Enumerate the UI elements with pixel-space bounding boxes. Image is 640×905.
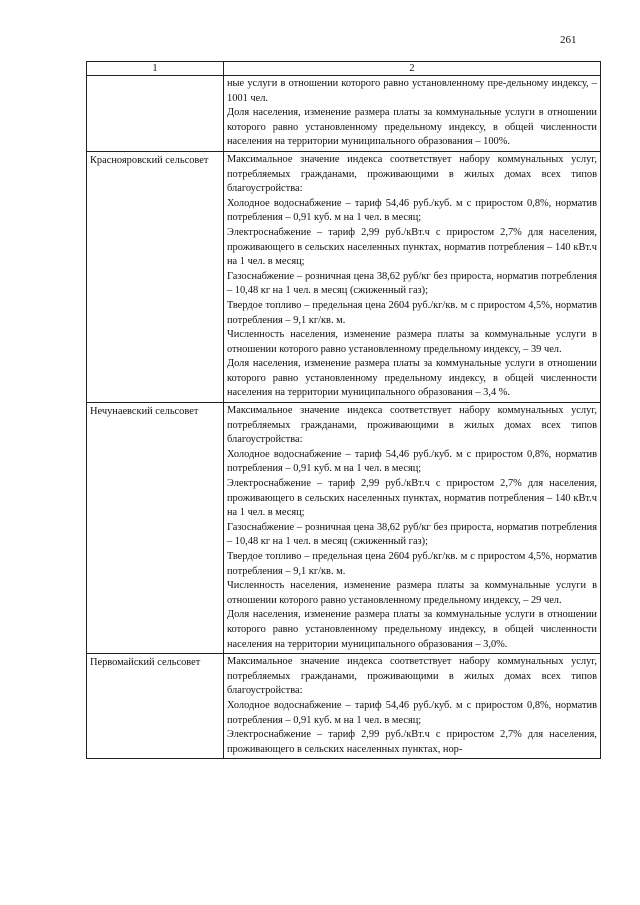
municipality-description (224, 76, 601, 152)
paragraph: Максимальное значение индекса соответствует набору коммунальных услуг, потребляемых гражданами, проживающими в жилых домах всех типов благоустройства: (227, 153, 597, 195)
paragraph: Электроснабжение – тариф 2,99 руб./кВт.ч с приростом 2,7% для населения, проживающего в сельских населенных пунктах, норматив потребления – 140 кВт.ч на 1 чел. в месяц; (227, 478, 597, 519)
paragraph: Максимальное значение индекса соответствует набору коммунальных услуг, потребляемых гражданами, проживающими в жилых домах всех типов благоустройства: (227, 656, 597, 697)
municipality-description (224, 654, 601, 759)
municipality-name: Нечунаевский сельсовет (87, 403, 224, 654)
paragraph: Численность населения, изменение размера платы за коммунальные услуги в отношении которого равно установленному предельному индексу, – 29 чел. (227, 580, 597, 606)
paragraph: Электроснабжение – тариф 2,99 руб./кВт.ч с приростом 2,7% для населения, проживающего в сельских населенных пунктах, норматив потребления – 140 кВт.ч на 1 чел. в месяц; (227, 226, 597, 268)
table-row (87, 151, 601, 402)
table-row (87, 403, 601, 654)
paragraph: Максимальное значение индекса соответствует набору коммунальных услуг, потребляемых гражданами, проживающими в жилых домах всех типов благоустройства: (227, 405, 597, 446)
paragraph: Твердое топливо – предельная цена 2604 руб./кг/кв. м с приростом 4,5%, норматив потребления – 9,1 кг/кв. м. (227, 551, 597, 577)
paragraph: Холодное водоснабжение – тариф 54,46 руб./куб. м с приростом 0,8%, норматив потребления – 0,91 куб. м на 1 чел. в месяц; (227, 699, 597, 726)
table-header-row (87, 62, 601, 76)
paragraph: Твердое топливо – предельная цена 2604 руб./кг/кв. м с приростом 4,5%, норматив потребления – 9,1 кг/кв. м. (227, 299, 597, 326)
municipality-name: Краснояровский сельсовет (87, 151, 224, 402)
paragraph: Доля населения, изменение размера платы за коммунальные услуги в отношении которого равно установленному предельному индексу, в общей численности населения на территории муниципального образования – 3,4 %. (227, 358, 597, 399)
municipality-table (86, 61, 601, 759)
column-header-1: 1 (87, 62, 224, 76)
paragraph: Доля населения, изменение размера платы за коммунальные услуги в отношении которого равно установленному предельному индексу, в общей численности населения на территории муниципального образования – 100%. (227, 107, 597, 148)
paragraph: Холодное водоснабжение – тариф 54,46 руб./куб. м с приростом 0,8%, норматив потребления – 0,91 куб. м на 1 чел. в месяц; (227, 448, 597, 475)
paragraph: ные услуги в отношении которого равно установленному пре-дельному индексу, – 1001 чел. (227, 78, 597, 104)
paragraph: Газоснабжение – розничная цена 38,62 руб/кг без прироста, норматив потребления – 10,48 кг на 1 чел. в месяц (сжиженный газ); (227, 521, 597, 548)
municipality-description (224, 151, 601, 402)
table-row (87, 76, 601, 152)
paragraph: Газоснабжение – розничная цена 38,62 руб/кг без прироста, норматив потребления – 10,48 кг на 1 чел. в месяц (сжиженный газ); (227, 270, 597, 297)
paragraph: Электроснабжение – тариф 2,99 руб./кВт.ч с приростом 2,7% для населения, проживающего в сельских населенных пунктах, нор- (227, 729, 597, 755)
paragraph: Холодное водоснабжение – тариф 54,46 руб./куб. м с приростом 0,8%, норматив потребления – 0,91 куб. м на 1 чел. в месяц; (227, 197, 597, 224)
page-number: 261 (560, 34, 577, 46)
column-header-2: 2 (224, 62, 601, 76)
paragraph: Доля населения, изменение размера платы за коммунальные услуги в отношении которого равно установленному предельному индексу, в общей численности населения на территории муниципального образования – 3,0%. (227, 609, 597, 650)
municipality-name: Первомайский сельсовет (87, 654, 224, 759)
municipality-description (224, 403, 601, 654)
municipality-name (87, 76, 224, 152)
table-row (87, 654, 601, 759)
paragraph: Численность населения, изменение размера платы за коммунальные услуги в отношении которого равно установленному предельному индексу, – 39 чел. (227, 329, 597, 355)
